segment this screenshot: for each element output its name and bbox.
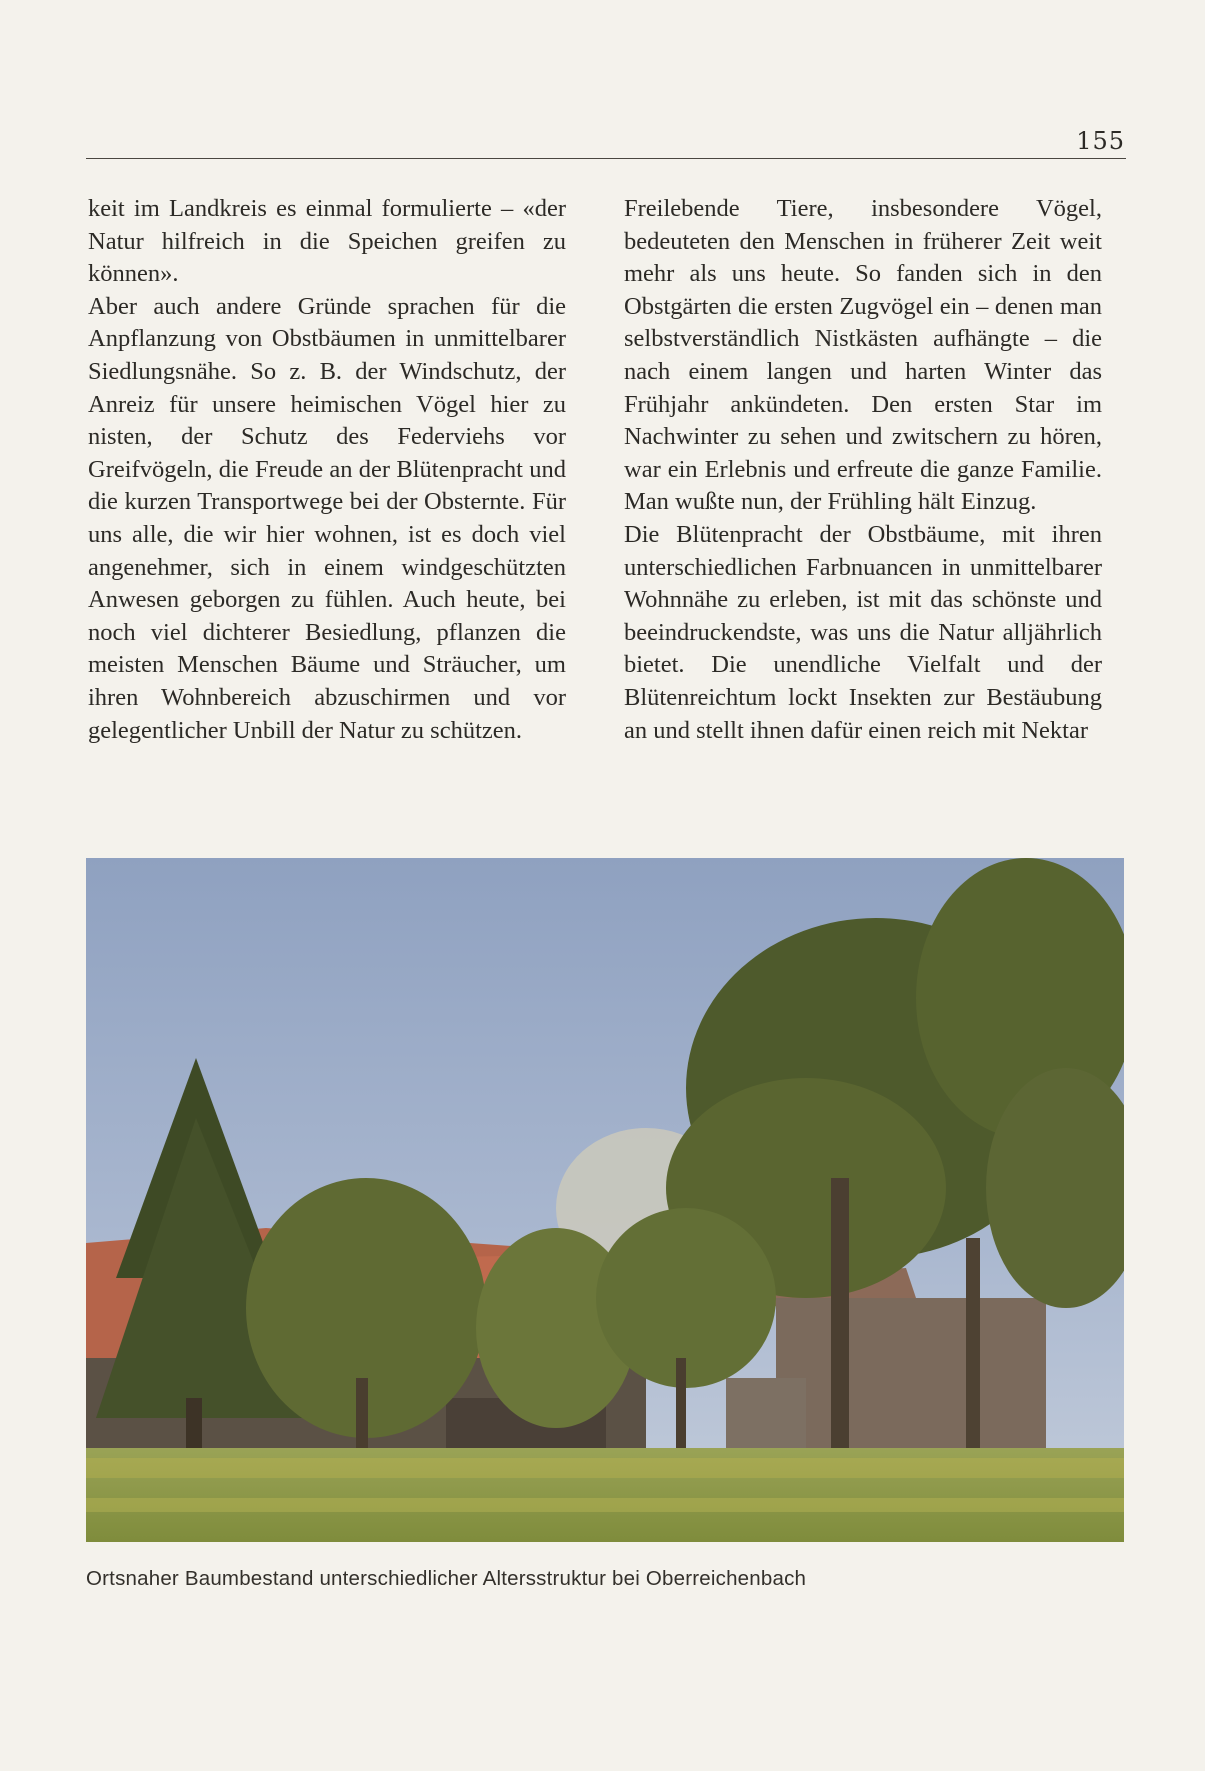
header-rule [86,158,1126,159]
paragraph: Aber auch andere Gründe sprachen für die Anpflanzung von Obstbäumen in unmittelbarer Siedlungsnähe. So z. B. der Windschutz, der Anreiz für unsere heimischen Vögel hier zu nisten, der Schutz des Federviehs vor Greifvögeln, die Freude an der Blütenpracht und die kurzen Transportwege bei der Obsternte. Für uns alle, die wir hier wohnen, ist es doch viel angenehmer, sich in einem windgeschützten Anwesen geborgen zu fühlen. Auch heute, bei noch viel dichterer Besiedlung, pflanzen die meisten Menschen Bäume und Sträucher, um ihren Wohnbereich abzuschirmen und vor gelegentlicher Unbill der Natur zu schützen. [88,292,566,744]
orchard-photo [86,858,1124,1542]
paragraph: keit im Landkreis es einmal formulierte – «der Natur hilfreich in die Speichen greifen zu können». [88,195,566,288]
figure-caption: Ortsnaher Baumbestand unterschiedlicher Altersstruktur bei Oberreichenbach [86,1567,807,1590]
text-column-left [88,193,566,747]
text-column-right [624,193,1102,747]
paragraph: Freilebende Tiere, insbesondere Vögel, bedeuteten den Menschen in früherer Zeit weit mehr als uns heute. So fanden sich in den Obstgärten die ersten Zugvögel ein – denen man selbstverständlich Nistkästen aufhängte – die nach einem langen und harten Winter das Frühjahr ankündeten. Den ersten Star im Nachwinter zu sehen und zwitschern zu hören, war ein Erlebnis und erfreute die ganze Familie. Man wußte nun, der Frühling hält Einzug. [624,195,1102,516]
paragraph: Die Blütenpracht der Obstbäume, mit ihren unterschiedlichen Farbnuancen in unmittelbarer Wohnnähe zu erleben, ist mit das schönste und beeindruckendste, was uns die Natur alljährlich bietet. Die unendliche Vielfalt und der Blütenreichtum lockt Insekten zur Bestäubung an und stellt ihnen dafür einen reich mit Nektar [624,520,1102,744]
page-number: 155 [1076,127,1125,155]
